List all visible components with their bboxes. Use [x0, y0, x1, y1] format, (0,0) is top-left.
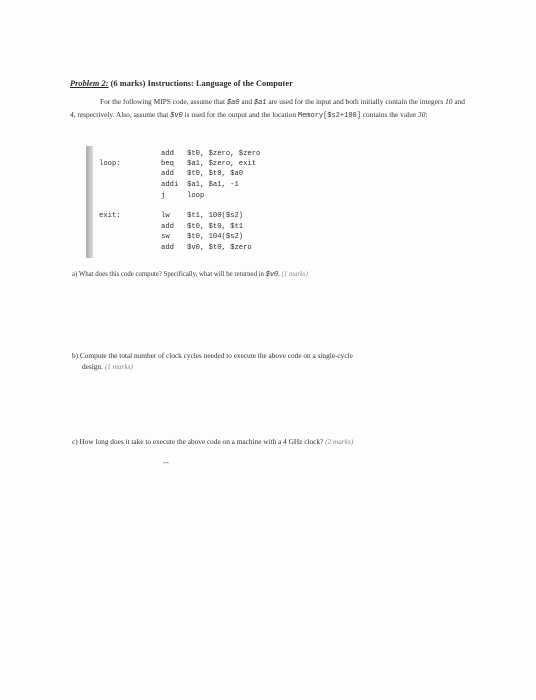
- code-line: add $t0, $t0, $t1: [161, 223, 244, 231]
- label-exit: exit:: [99, 212, 121, 220]
- question-a-marks: (1 marks): [281, 271, 308, 278]
- problem-number: Problem 2:: [70, 79, 109, 88]
- code-line: beq $a1, $zero, exit: [161, 160, 257, 168]
- intro-text: For the following MIPS code, assume that: [100, 97, 226, 106]
- code-line: lw $t1, 100($s2): [161, 212, 244, 220]
- question-c-marks: (2 marks): [325, 437, 354, 446]
- code-line: sw $t0, 104($s2): [161, 233, 244, 241]
- code-line: add $v0, $t0, $zero: [161, 244, 252, 252]
- register-a1: $a1: [253, 99, 267, 107]
- register-a0: $a0: [226, 99, 240, 107]
- code-line: add $t0, $zero, $zero: [161, 150, 261, 158]
- problem-intro: For the following MIPS code, assume that $a0 and $a1 are used for the input and both initially contain the integers 10 and 4, respectively. Also, assume that $v0 is used for the output and the location Memory[$s2+100] contains the value 30:: [70, 97, 465, 120]
- code-line: add $t0, $t0, $a0: [161, 170, 244, 178]
- stray-mark: --: [163, 457, 169, 467]
- value-10: 10: [445, 97, 453, 106]
- question-a: a) What does this code compute? Specifically, what will be returned in $v0. (1 marks): [72, 271, 308, 279]
- value-4: 4: [70, 110, 74, 119]
- problem-title: (6 marks) Instructions: Language of the Computer: [110, 79, 293, 88]
- label-loop: loop:: [99, 160, 121, 168]
- question-b-marks: (1 marks): [104, 362, 133, 371]
- problem-heading: [70, 79, 293, 88]
- register-v0: $v0: [265, 271, 279, 279]
- code-line: addi $a1, $a1, -1: [161, 181, 239, 189]
- question-c: c) How long does it take to execute the above code on a machine with a 4 GHz clock? (2 marks): [72, 437, 354, 446]
- question-b: b) Compute the total number of clock cycles needed to execute the above code on a single-cycle design. (1 marks): [72, 351, 353, 371]
- code-margin-bar: [86, 146, 93, 258]
- memory-location: Memory[$s2+100]: [297, 112, 361, 120]
- code-line: j loop: [161, 192, 205, 200]
- value-30: 30: [418, 110, 426, 119]
- register-v0: $v0: [170, 112, 183, 120]
